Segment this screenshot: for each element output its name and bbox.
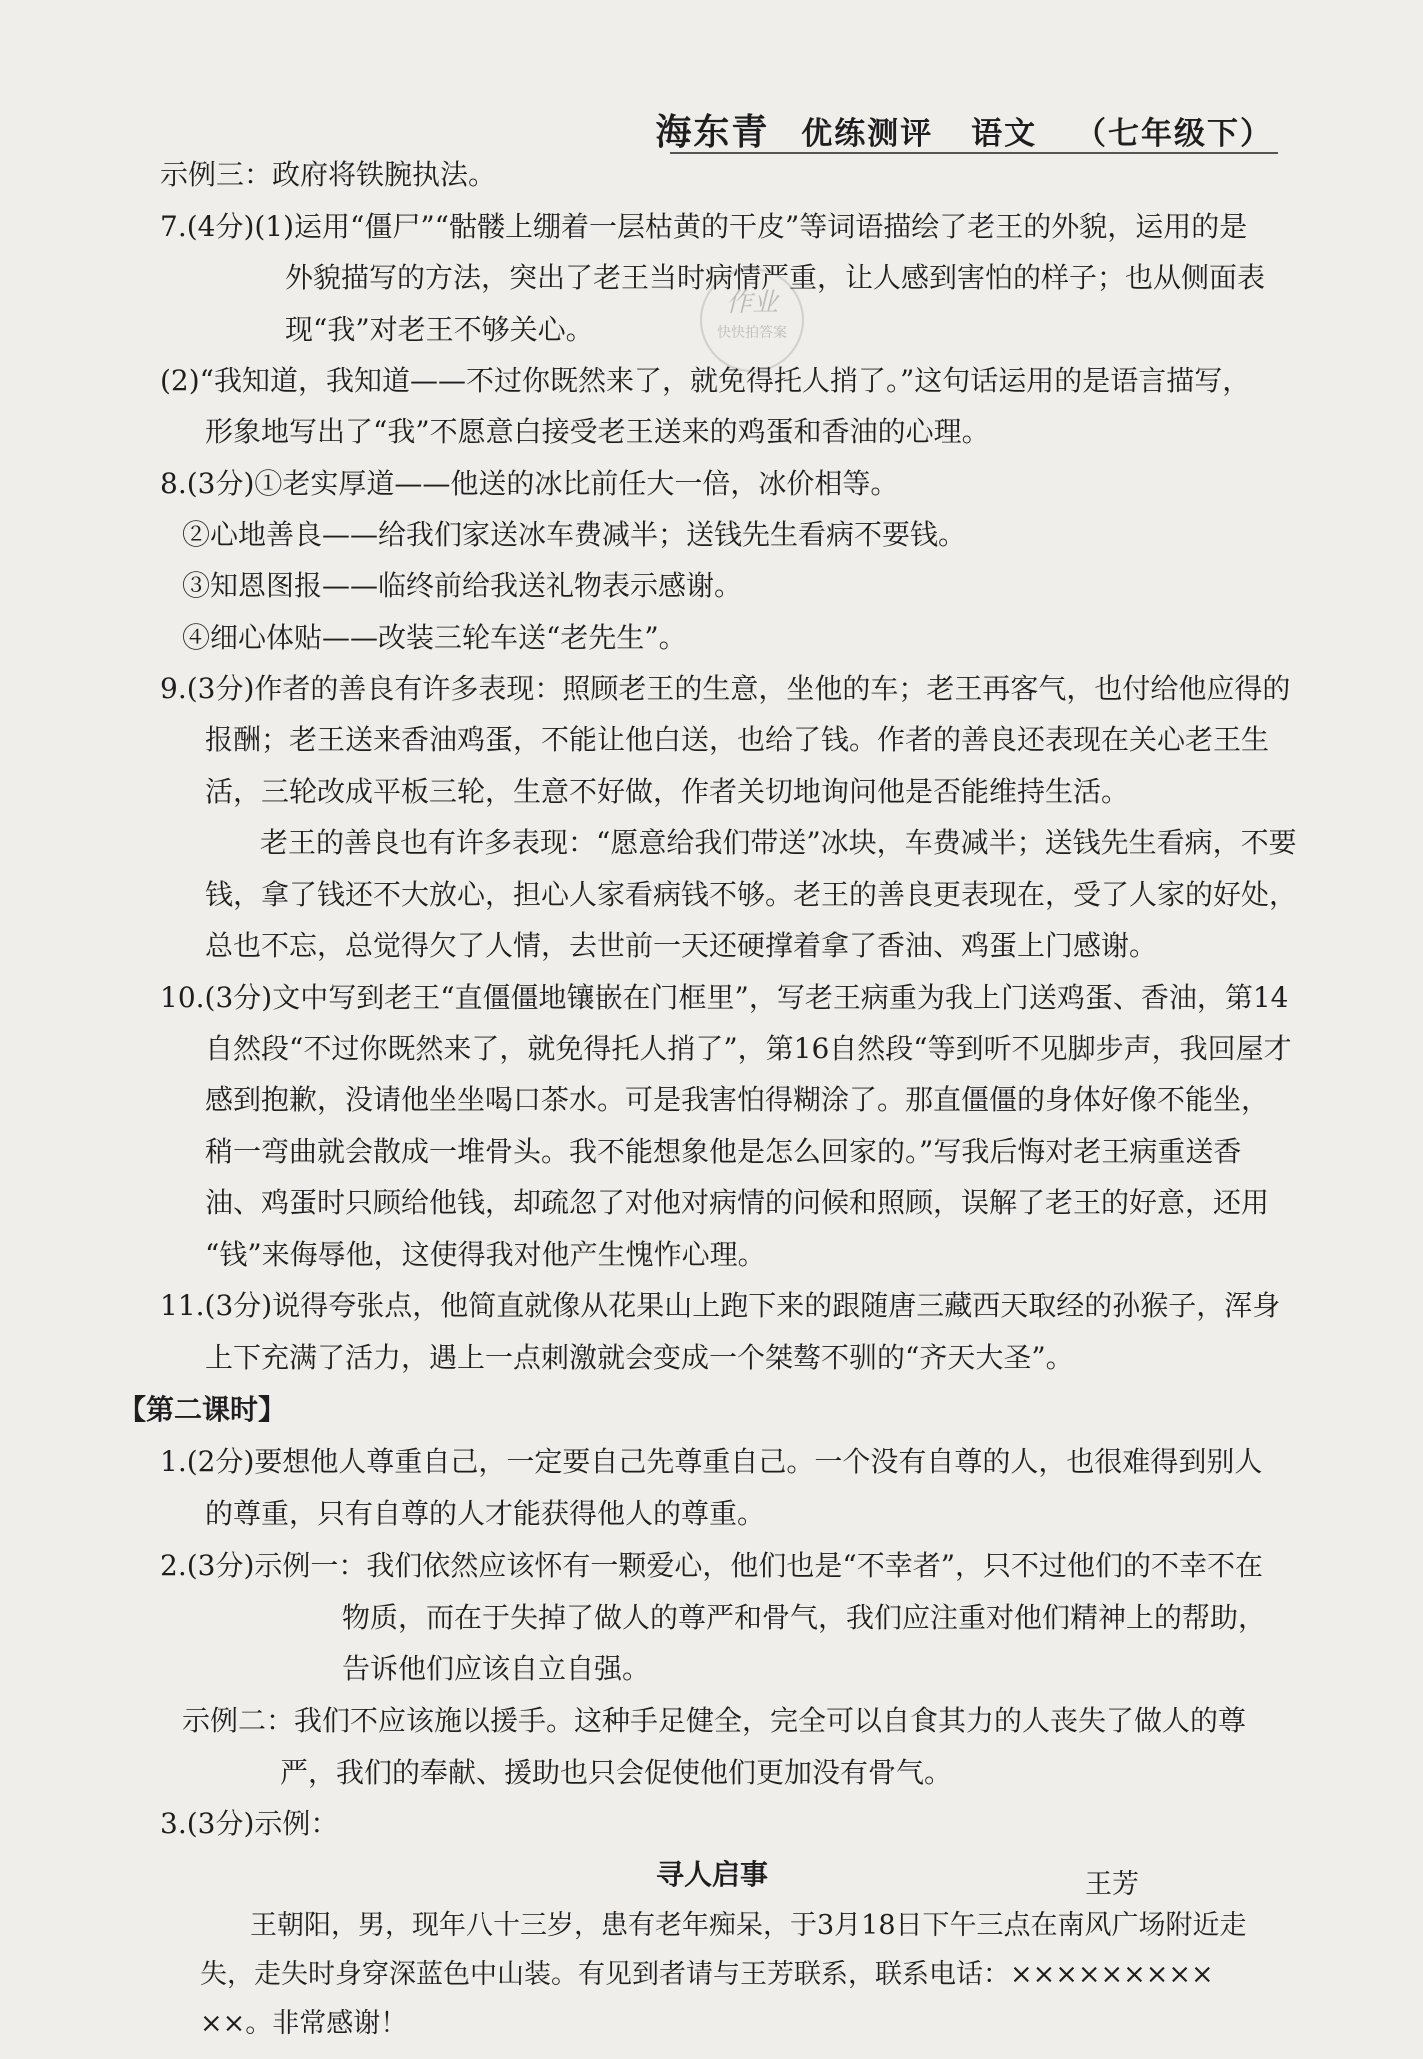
notice-line: 失，走失时身穿深蓝色中山装。有见到者请与王芳联系，联系电话：××××××××× <box>200 1959 1214 1990</box>
text-line: 感到抱歉，没请他坐坐喝口茶水。可是我害怕得糊涂了。那直僵僵的身体好像不能坐， <box>205 1083 1270 1116</box>
text-line: 外貌描写的方法，突出了老王当时病情严重，让人感到害怕的样子；也从侧面表 <box>285 261 1266 294</box>
text-line: “钱”来侮辱他，这使得我对他产生愧怍心理。 <box>205 1238 766 1271</box>
text-line: 2.(3分)示例一：我们依然应该怀有一颗爱心，他们也是“不幸者”，只不过他们的不幸不在 <box>160 1549 1264 1582</box>
text-line: ②心地善良——给我们家送冰车费减半；送钱先生看病不要钱。 <box>182 518 967 551</box>
text-line: 老王的善良也有许多表现：“愿意给我们带送”冰块，车费减半；送钱先生看病，不要 <box>260 826 1297 859</box>
text-line: ③知恩图报——临终前给我送礼物表示感谢。 <box>182 569 743 602</box>
text-line: ④细心体贴——改装三轮车送“老先生”。 <box>182 621 687 654</box>
text-line: 自然段“不过你既然来了，就免得托人捎了”，第16自然段“等到听不见脚步声，我回屋才 <box>205 1032 1292 1065</box>
text-line: 上下充满了活力，遇上一点刺激就会变成一个桀骜不驯的“齐天大圣”。 <box>205 1341 1074 1374</box>
notice-line: 王朝阳，男，现年八十三岁，患有老年痴呆，于3月18日下午三点在南风广场附近走 <box>250 1910 1247 1941</box>
notice-signature: 王芳 <box>1085 1869 1139 1900</box>
text-line: 1.(2分)要想他人尊重自己，一定要自己先尊重自己。一个没有自尊的人，也很难得到别人 <box>160 1445 1263 1478</box>
text-line: 7.(4分)(1)运用“僵尸”“骷髅上绷着一层枯黄的干皮”等词语描绘了老王的外貌，运用的是 <box>160 210 1248 243</box>
text-line: 9.(3分)作者的善良有许多表现：照顾老王的生意，坐他的车；老王再客气，也付给他应得的 <box>160 672 1291 705</box>
text-line: 示例三：政府将铁腕执法。 <box>160 158 497 191</box>
text-line: 现“我”对老王不够关心。 <box>285 313 594 346</box>
text-line: (2)“我知道，我知道——不过你既然来了，就免得托人捎了。”这句话运用的是语言描写， <box>160 364 1251 397</box>
text-line: 11.(3分)说得夸张点，他简直就像从花果山上跑下来的跟随唐三藏西天取经的孙猴子，浑身 <box>160 1289 1281 1322</box>
text-line: 活，三轮改成平板三轮，生意不好做，作者关切地询问他是否能维持生活。 <box>205 775 1130 808</box>
section-heading: 【第二课时】 <box>118 1393 287 1426</box>
text-line: 8.(3分)①老实厚道——他送的冰比前任大一倍，冰价相等。 <box>160 467 899 500</box>
notice-title: 寻人启事 <box>656 1858 769 1891</box>
text-line: 严，我们的奉献、援助也只会促使他们更加没有骨气。 <box>280 1756 953 1789</box>
text-line: 油、鸡蛋时只顾给他钱，却疏忽了对他对病情的问候和照顾，误解了老王的好意，还用 <box>205 1186 1270 1219</box>
header-rule <box>670 152 1278 154</box>
text-line: 物质，而在于失掉了做人的尊严和骨气，我们应注重对他们精神上的帮助， <box>342 1601 1267 1634</box>
text-line: 告诉他们应该自立自强。 <box>342 1652 651 1685</box>
header-brand: 海东青 <box>655 112 770 153</box>
text-line: 的尊重，只有自尊的人才能获得他人的尊重。 <box>205 1497 766 1530</box>
watermark-stamp: 作业 快快拍答案 <box>700 268 804 372</box>
text-line: 形象地写出了“我”不愿意白接受老王送来的鸡蛋和香油的心理。 <box>205 415 990 448</box>
text-line: 稍一弯曲就会散成一堆骨头。我不能想象他是怎么回家的。”写我后悔对老王病重送香 <box>205 1135 1242 1168</box>
header-grade: （七年级下） <box>1075 116 1273 152</box>
header-subject: 语文 <box>971 116 1038 152</box>
text-line: 3.(3分)示例： <box>160 1807 339 1840</box>
notice-line: ××。非常感谢！ <box>200 2008 408 2039</box>
header-series: 优练测评 <box>801 116 934 152</box>
text-line: 示例二：我们不应该施以援手。这种手足健全，完全可以自食其力的人丧失了做人的尊 <box>182 1704 1247 1737</box>
text-line: 10.(3分)文中写到老王“直僵僵地镶嵌在门框里”，写老王病重为我上门送鸡蛋、香油，第14 <box>160 981 1289 1014</box>
page-header <box>655 104 1273 155</box>
text-line: 总也不忘，总觉得欠了人情，去世前一天还硬撑着拿了香油、鸡蛋上门感谢。 <box>205 929 1158 962</box>
text-line: 报酬；老王送来香油鸡蛋，不能让他白送，也给了钱。作者的善良还表现在关心老王生 <box>205 723 1270 756</box>
text-line: 钱，拿了钱还不大放心，担心人家看病钱不够。老王的善良更表现在，受了人家的好处， <box>205 878 1298 911</box>
